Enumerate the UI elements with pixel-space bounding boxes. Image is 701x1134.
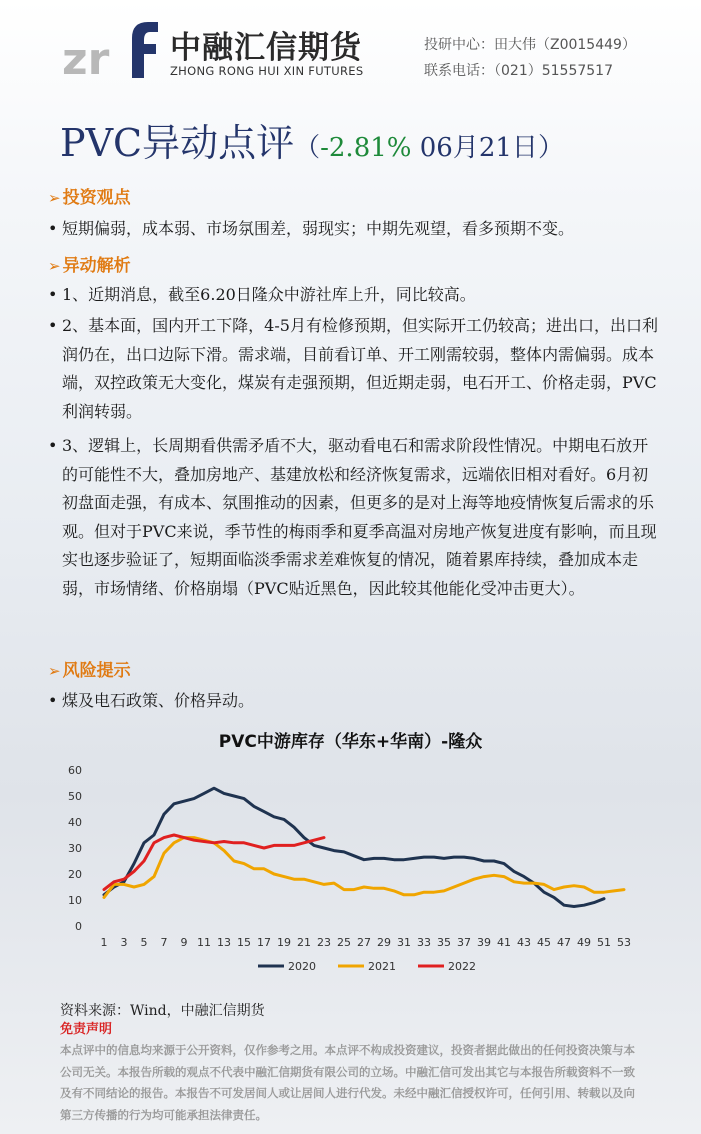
page-title: [60, 112, 564, 167]
bullet-icon: •: [48, 316, 58, 335]
arrow-icon: ➢: [48, 257, 61, 275]
x-tick-label: 3: [120, 936, 128, 949]
x-tick-label: 19: [277, 936, 291, 949]
section-title: 异动解析: [62, 256, 131, 276]
title-change-percent: -2.81%: [320, 133, 412, 163]
bullet-icon: •: [48, 219, 58, 238]
svg-text:zr: zr: [62, 34, 110, 82]
section-title: 投资观点: [62, 188, 131, 208]
chart-title: PVC中游库存（华东+华南）-隆众: [218, 732, 483, 752]
x-tick-label: 7: [160, 936, 168, 949]
section-investment-view: [48, 183, 131, 208]
list-item-text: 2、基本面，国内开工下降，4-5月有检修预期，但实际开工仍较高；进出口，出口利润仍在，出口边际下滑。需求端，目前看订单、开工刚需较弱，整体内需偏弱。成本端，双控政策无大变化，煤炭有走强预期，但近期走弱，电石开工、价格走弱，PVC利润转弱。: [62, 316, 658, 421]
x-tick-label: 27: [357, 936, 371, 949]
x-tick-label: 35: [437, 936, 451, 949]
x-tick-label: 11: [197, 936, 211, 949]
series-line-2022: [104, 835, 324, 890]
logo-english-name: ZHONG RONG HUI XIN FUTURES: [170, 64, 364, 78]
x-tick-label: 17: [257, 936, 271, 949]
y-tick-label: 30: [68, 842, 82, 855]
legend-label-2022: 2022: [448, 960, 476, 973]
y-tick-label: 50: [68, 790, 82, 803]
section-risk: [48, 656, 131, 681]
arrow-icon: ➢: [48, 662, 61, 680]
legend-label-2020: 2020: [288, 960, 316, 973]
x-tick-label: 21: [297, 936, 311, 949]
x-tick-label: 47: [557, 936, 571, 949]
bullet-icon: •: [48, 691, 58, 710]
y-tick-label: 10: [68, 894, 82, 907]
legend-label-2021: 2021: [368, 960, 396, 973]
arrow-icon: ➢: [48, 189, 61, 207]
x-tick-label: 51: [597, 936, 611, 949]
disclaimer-title: 免责声明: [60, 1022, 113, 1037]
x-tick-label: 53: [617, 936, 631, 949]
x-tick-label: 25: [337, 936, 351, 949]
bullet-icon: •: [48, 436, 58, 455]
title-main: PVC异动点评: [60, 121, 295, 165]
x-tick-label: 23: [317, 936, 331, 949]
x-tick-label: 31: [397, 936, 411, 949]
inventory-line-chart: [58, 756, 658, 986]
data-source: 资料来源：Wind，中融汇信期货: [60, 1003, 265, 1019]
x-tick-label: 43: [517, 936, 531, 949]
x-tick-label: 45: [537, 936, 551, 949]
x-tick-label: 15: [237, 936, 251, 949]
x-tick-label: 37: [457, 936, 471, 949]
section-analysis: [48, 251, 131, 276]
x-tick-label: 33: [417, 936, 431, 949]
bullet-icon: •: [48, 285, 58, 304]
x-tick-label: 29: [377, 936, 391, 949]
list-item: [48, 281, 660, 310]
section-title: 风险提示: [62, 661, 131, 681]
title-paren-open: （: [294, 133, 321, 163]
list-item-text: 煤及电石政策、价格异动。: [62, 691, 255, 710]
list-item: [48, 432, 660, 604]
x-tick-label: 41: [497, 936, 511, 949]
x-tick-label: 49: [577, 936, 591, 949]
y-tick-label: 0: [75, 920, 82, 933]
title-paren-close: ）: [537, 133, 564, 163]
x-tick-label: 9: [180, 936, 188, 949]
y-tick-label: 60: [68, 764, 82, 777]
list-item: [48, 215, 660, 244]
x-tick-label: 39: [477, 936, 491, 949]
title-date: 06月21日: [411, 133, 538, 163]
company-logo-icon: [62, 12, 162, 82]
list-item: [48, 312, 660, 426]
list-item-text: 1、近期消息，截至6.20日隆众中游社库上升，同比较高。: [62, 285, 476, 304]
list-item-text: 3、逻辑上，长周期看供需矛盾不大，驱动看电石和需求阶段性情况。中期电石放开的可能性不大，叠加房地产、基建放松和经济恢复需求，远端依旧相对看好。6月初初盘面走强，有成本、氛围推动的因素，但更多的是对上海等地疫情恢复后需求的乐观。但对于PVC来说，季节性的梅雨季和夏季高温对房地产恢复进度有影响，而且现实也逐步验证了，短期面临淡季需求差难恢复的情况，随着累库持续，叠加成本走弱，市场情绪、价格崩塌（PVC贴近黑色，因此较其他能化受冲击更大）。: [62, 436, 657, 598]
y-tick-label: 20: [68, 868, 82, 881]
list-item-text: 短期偏弱，成本弱、市场氛围差，弱现实；中期先观望，看多预期不变。: [62, 219, 575, 238]
list-item: [48, 687, 660, 716]
header: [0, 0, 701, 100]
y-tick-label: 40: [68, 816, 82, 829]
contact-researcher: 投研中心：田大伟（Z0015449）: [424, 37, 636, 53]
series-line-2021: [104, 838, 624, 898]
x-tick-label: 13: [217, 936, 231, 949]
x-tick-label: 5: [140, 936, 148, 949]
logo-chinese-name: 中融汇信期货: [170, 30, 362, 66]
x-tick-label: 1: [100, 936, 108, 949]
disclaimer-text: 本点评中的信息均来源于公开资料，仅作参考之用。本点评不构成投资建议，投资者据此做出的任何投资决策与本公司无关。本报告所载的观点不代表中融汇信期货有限公司的立场。中融汇信可发出其它与本报告所载资料不一致及有不同结论的报告。本报告不可发居间人或让居间人进行代发。未经中融汇信授权许可，任何引用、转载以及向第三方传播的行为均可能承担法律责任。: [60, 1043, 635, 1122]
contact-phone: 联系电话：（021）51557517: [424, 63, 613, 79]
